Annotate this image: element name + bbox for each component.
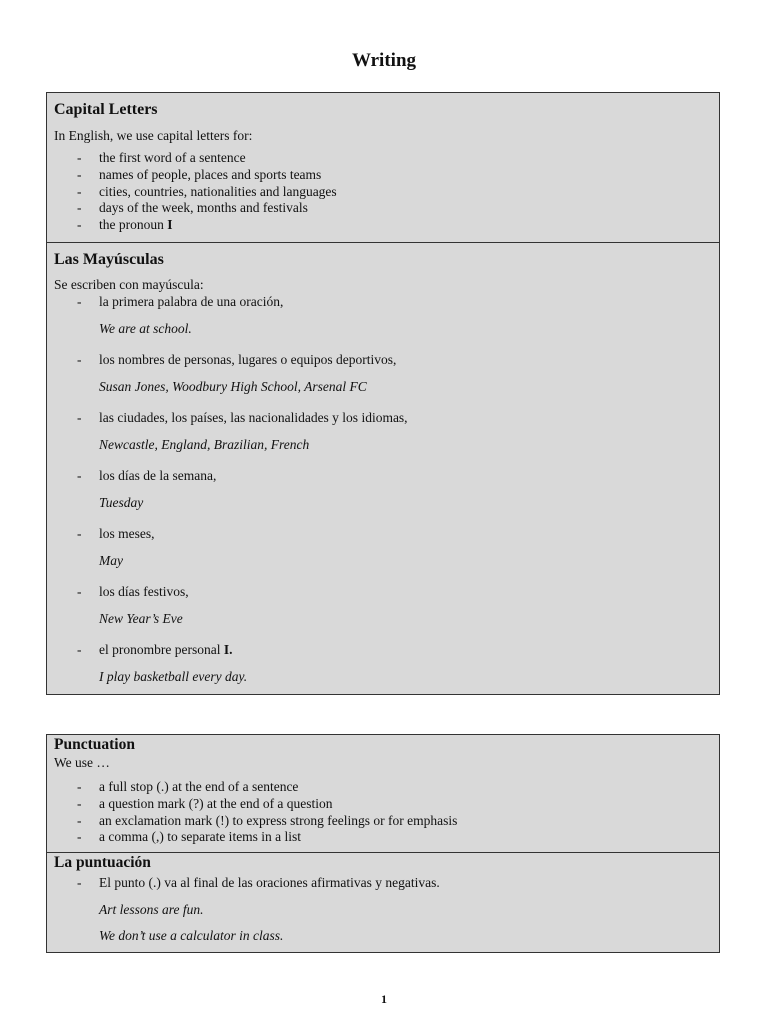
page-title: Writing: [351, 50, 417, 71]
capital-letters-box: [46, 92, 720, 695]
capital-letters-list: [47, 150, 719, 234]
list-item: - cities, countries, nationalities and languages: [77, 183, 337, 199]
section-divider: [47, 242, 719, 243]
example-text: I play basketball every day.: [99, 669, 248, 684]
list-item: - los nombres de personas, lugares o equipos deportivos, Susan Jones, Woodbury High School, Arsenal FC: [77, 352, 397, 394]
punctuation-heading: Punctuation: [54, 736, 135, 753]
list-item: - the pronoun I: [77, 217, 173, 233]
example-text: Art lessons are fun.: [99, 902, 204, 917]
example-text: New Year’s Eve: [99, 611, 183, 626]
list-item: - a comma (,) to separate items in a list: [77, 829, 302, 845]
list-item: - la primera palabra de una oración, We are at school.: [77, 294, 284, 336]
list-item: - a full stop (.) at the end of a sentence: [77, 779, 299, 794]
list-item: - names of people, places and sports teams: [77, 166, 322, 182]
puntuacion-heading: La puntuación: [54, 854, 151, 871]
punctuation-box: [46, 734, 720, 953]
list-item: - los días de la semana, Tuesday: [77, 468, 217, 510]
capital-letters-intro: In English, we use capital letters for:: [54, 128, 253, 143]
list-item: - los días festivos, New Year’s Eve: [77, 584, 189, 626]
section-divider: [47, 852, 719, 853]
punctuation-intro: We use …: [54, 755, 110, 770]
example-text: Newcastle, England, Brazilian, French: [99, 437, 310, 452]
page-number: 1: [381, 992, 387, 1006]
example-text: May: [99, 553, 123, 568]
capital-letters-heading: Capital Letters: [54, 101, 158, 118]
example-text: Susan Jones, Woodbury High School, Arsenal FC: [99, 379, 367, 394]
list-item: - las ciudades, los países, las nacionalidades y los idiomas, Newcastle, England, Brazilian, French: [77, 410, 408, 452]
punctuation-list: [47, 779, 719, 846]
example-text: We are at school.: [99, 321, 192, 336]
list-item: - el pronombre personal I. I play basketball every day.: [77, 642, 248, 684]
example-text: Tuesday: [99, 495, 144, 510]
example-text: We don’t use a calculator in class.: [99, 928, 284, 943]
mayusculas-intro: Se escriben con mayúscula:: [54, 277, 204, 292]
list-item: - El punto (.) va al final de las oraciones afirmativas y negativas. Art lessons are fun.: [77, 875, 440, 917]
list-item: - days of the week, months and festivals: [77, 200, 308, 216]
list-item: - the first word of a sentence: [77, 150, 246, 165]
list-item: - a question mark (?) at the end of a question: [77, 795, 333, 811]
list-item: - an exclamation mark (!) to express strong feelings or for emphasis: [77, 812, 458, 828]
mayusculas-heading: Las Mayúsculas: [54, 251, 164, 268]
list-item: - los meses, May: [77, 526, 155, 568]
